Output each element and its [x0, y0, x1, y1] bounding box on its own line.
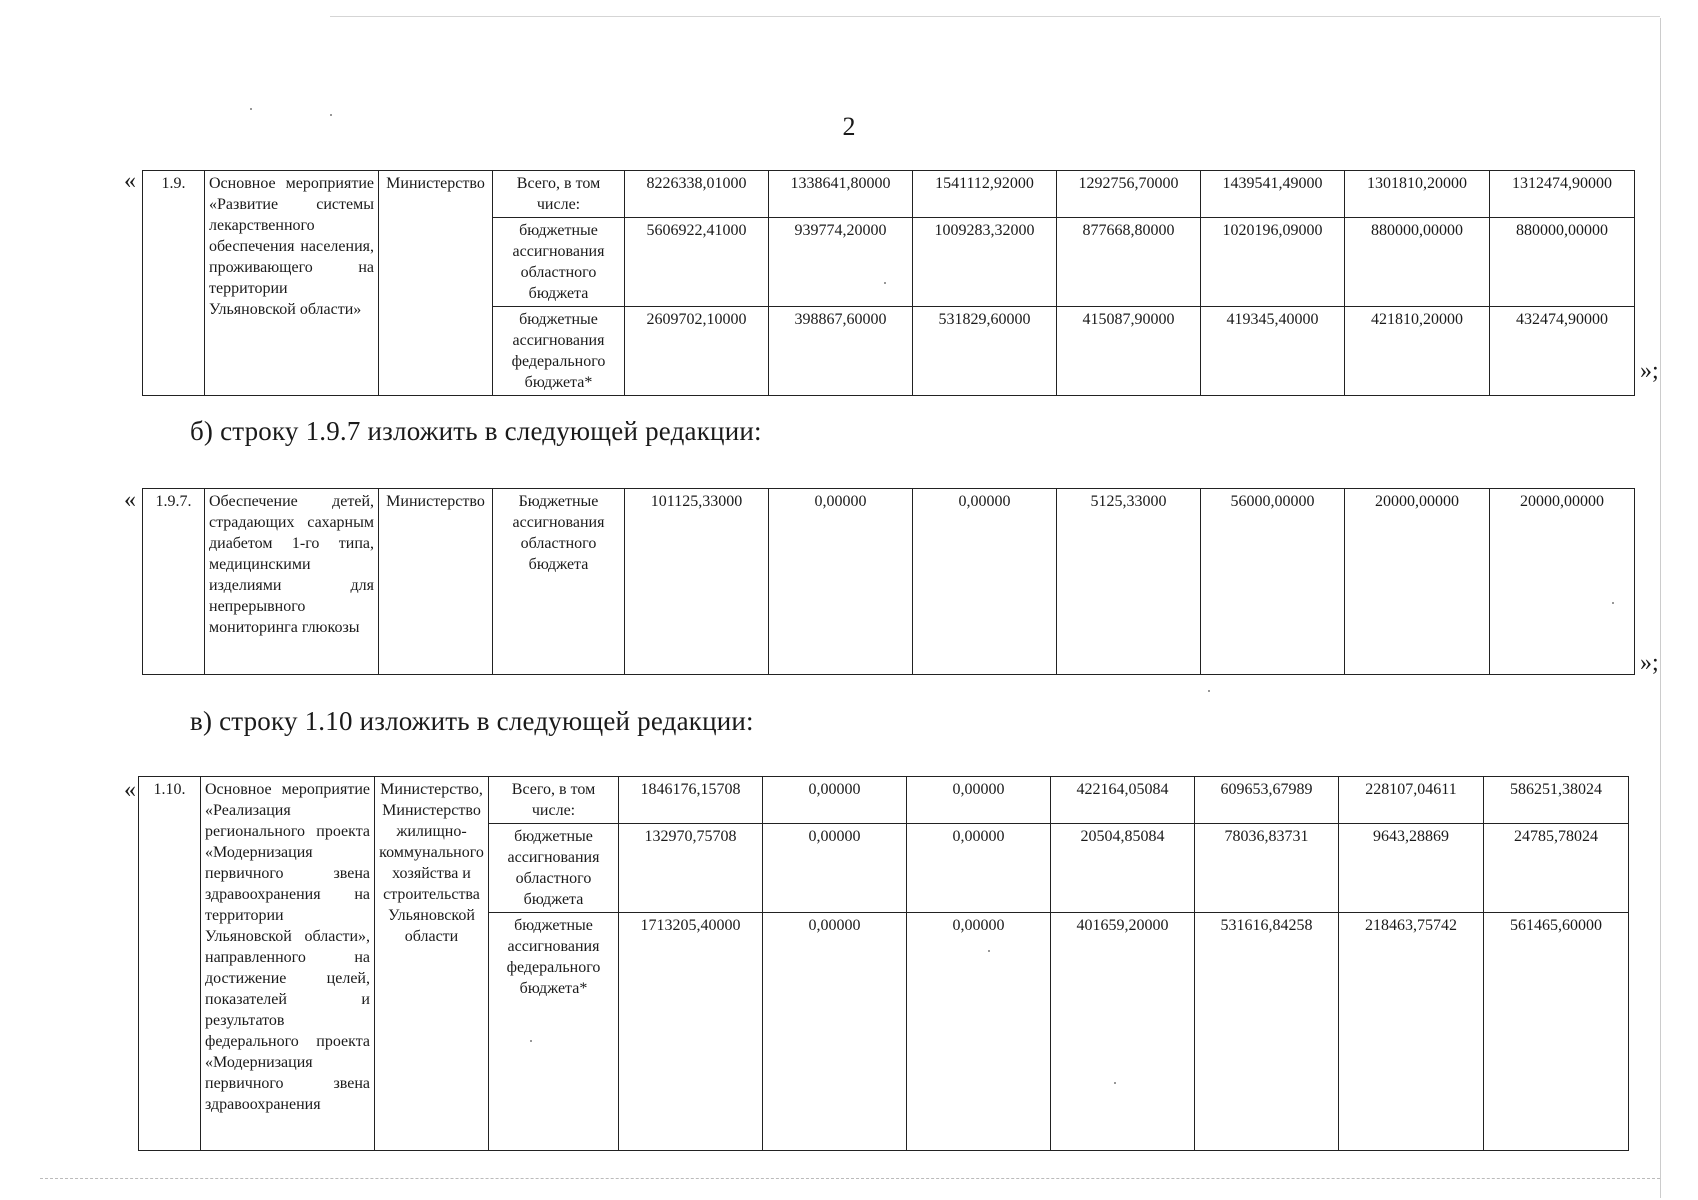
funding-source: бюджетные ассигнования федерального бюджета* — [489, 913, 619, 1151]
paragraph-b: б) строку 1.9.7 изложить в следующей редакции: — [190, 416, 762, 446]
value-cell: 5606922,41000 — [625, 218, 769, 307]
value-cell: 877668,80000 — [1057, 218, 1201, 307]
value-cell: 432474,90000 — [1490, 307, 1635, 396]
table-row-1-9 — [142, 170, 1635, 396]
closing-quote: »; — [1640, 650, 1659, 676]
value-cell: 2609702,10000 — [625, 307, 769, 396]
value-cell: 422164,05084 — [1051, 777, 1195, 824]
value-cell: 586251,38024 — [1484, 777, 1629, 824]
value-cell: 415087,90000 — [1057, 307, 1201, 396]
table-row-1-9-7 — [142, 488, 1635, 675]
value-cell: 1009283,32000 — [913, 218, 1057, 307]
scan-edge-top — [330, 16, 1660, 17]
scan-speck — [330, 114, 332, 116]
value-cell: 9643,28869 — [1339, 824, 1484, 913]
value-cell: 1846176,15708 — [619, 777, 763, 824]
value-cell: 531829,60000 — [913, 307, 1057, 396]
value-cell: 0,00000 — [763, 913, 907, 1151]
activity-name: Основное мероприятие «Развитие системы лекарственного обеспечения населения, проживающего на территории Ульяновской области» — [205, 171, 379, 396]
value-cell: 401659,20000 — [1051, 913, 1195, 1151]
opening-quote: « — [124, 487, 136, 513]
value-cell: 78036,83731 — [1195, 824, 1339, 913]
value-cell: 939774,20000 — [769, 218, 913, 307]
row-number: 1.9. — [143, 171, 205, 396]
value-cell: 1713205,40000 — [619, 913, 763, 1151]
scan-speck — [988, 950, 990, 952]
scan-edge-right — [1660, 18, 1661, 1198]
value-cell: 0,00000 — [769, 489, 913, 675]
value-cell: 0,00000 — [907, 913, 1051, 1151]
table-row — [139, 777, 1629, 824]
value-cell: 8226338,01000 — [625, 171, 769, 218]
value-cell: 398867,60000 — [769, 307, 913, 396]
value-cell: 609653,67989 — [1195, 777, 1339, 824]
value-cell: 0,00000 — [763, 824, 907, 913]
value-cell: 20504,85084 — [1051, 824, 1195, 913]
value-cell: 0,00000 — [907, 777, 1051, 824]
funding-source: Всего, в том числе: — [489, 777, 619, 824]
value-cell: 0,00000 — [763, 777, 907, 824]
value-cell: 1439541,49000 — [1201, 171, 1345, 218]
value-cell: 56000,00000 — [1201, 489, 1345, 675]
row-number: 1.10. — [139, 777, 201, 1151]
value-cell: 0,00000 — [907, 824, 1051, 913]
opening-quote: « — [124, 777, 136, 803]
value-cell: 1338641,80000 — [769, 171, 913, 218]
value-cell: 218463,75742 — [1339, 913, 1484, 1151]
scan-edge-bottom — [40, 1178, 1660, 1179]
value-cell: 419345,40000 — [1201, 307, 1345, 396]
paragraph-c: в) строку 1.10 изложить в следующей редакции: — [190, 706, 754, 736]
value-cell: 0,00000 — [913, 489, 1057, 675]
activity-name: Обеспечение детей, страдающих сахарным диабетом 1-го типа, медицинскими изделиями для непрерывного мониторинга глюкозы — [205, 489, 379, 675]
closing-quote: »; — [1640, 358, 1659, 384]
table-row — [143, 489, 1635, 675]
value-cell: 421810,20000 — [1345, 307, 1490, 396]
funding-source: Бюджетные ассигнования областного бюджета — [493, 489, 625, 675]
value-cell: 880000,00000 — [1490, 218, 1635, 307]
value-cell: 5125,33000 — [1057, 489, 1201, 675]
value-cell: 132970,75708 — [619, 824, 763, 913]
value-cell: 561465,60000 — [1484, 913, 1629, 1151]
funding-source: бюджетные ассигнования областного бюджета — [493, 218, 625, 307]
value-cell: 20000,00000 — [1490, 489, 1635, 675]
value-cell: 1312474,90000 — [1490, 171, 1635, 218]
value-cell: 228107,04611 — [1339, 777, 1484, 824]
executor: Министерство, Министерство жилищно-коммунального хозяйства и строительства Ульяновской области — [375, 777, 489, 1151]
scan-speck — [530, 1040, 532, 1042]
funding-source: бюджетные ассигнования федерального бюджета* — [493, 307, 625, 396]
funding-source: Всего, в том числе: — [493, 171, 625, 218]
value-cell: 24785,78024 — [1484, 824, 1629, 913]
funding-source: бюджетные ассигнования областного бюджета — [489, 824, 619, 913]
scan-speck — [1208, 690, 1210, 692]
executor: Министерство — [379, 489, 493, 675]
activity-name: Основное мероприятие «Реализация регионального проекта «Модернизация первичного звена здравоохранения на территории Ульяновской области», направленного на достижение целей, показателей и результатов федерального проекта «Модернизация первичного звена здравоохранения — [201, 777, 375, 1151]
value-cell: 1292756,70000 — [1057, 171, 1201, 218]
scan-speck — [1114, 1082, 1116, 1084]
value-cell: 1301810,20000 — [1345, 171, 1490, 218]
value-cell: 20000,00000 — [1345, 489, 1490, 675]
row-number: 1.9.7. — [143, 489, 205, 675]
opening-quote: « — [124, 168, 136, 194]
value-cell: 531616,84258 — [1195, 913, 1339, 1151]
table-row — [143, 171, 1635, 218]
value-cell: 101125,33000 — [625, 489, 769, 675]
value-cell: 880000,00000 — [1345, 218, 1490, 307]
value-cell: 1541112,92000 — [913, 171, 1057, 218]
scan-speck — [250, 108, 252, 110]
table-row-1-10 — [138, 776, 1629, 1151]
scan-speck — [884, 282, 886, 284]
executor: Министерство — [379, 171, 493, 396]
page-number: 2 — [842, 112, 856, 141]
scan-speck — [1612, 602, 1614, 604]
value-cell: 1020196,09000 — [1201, 218, 1345, 307]
